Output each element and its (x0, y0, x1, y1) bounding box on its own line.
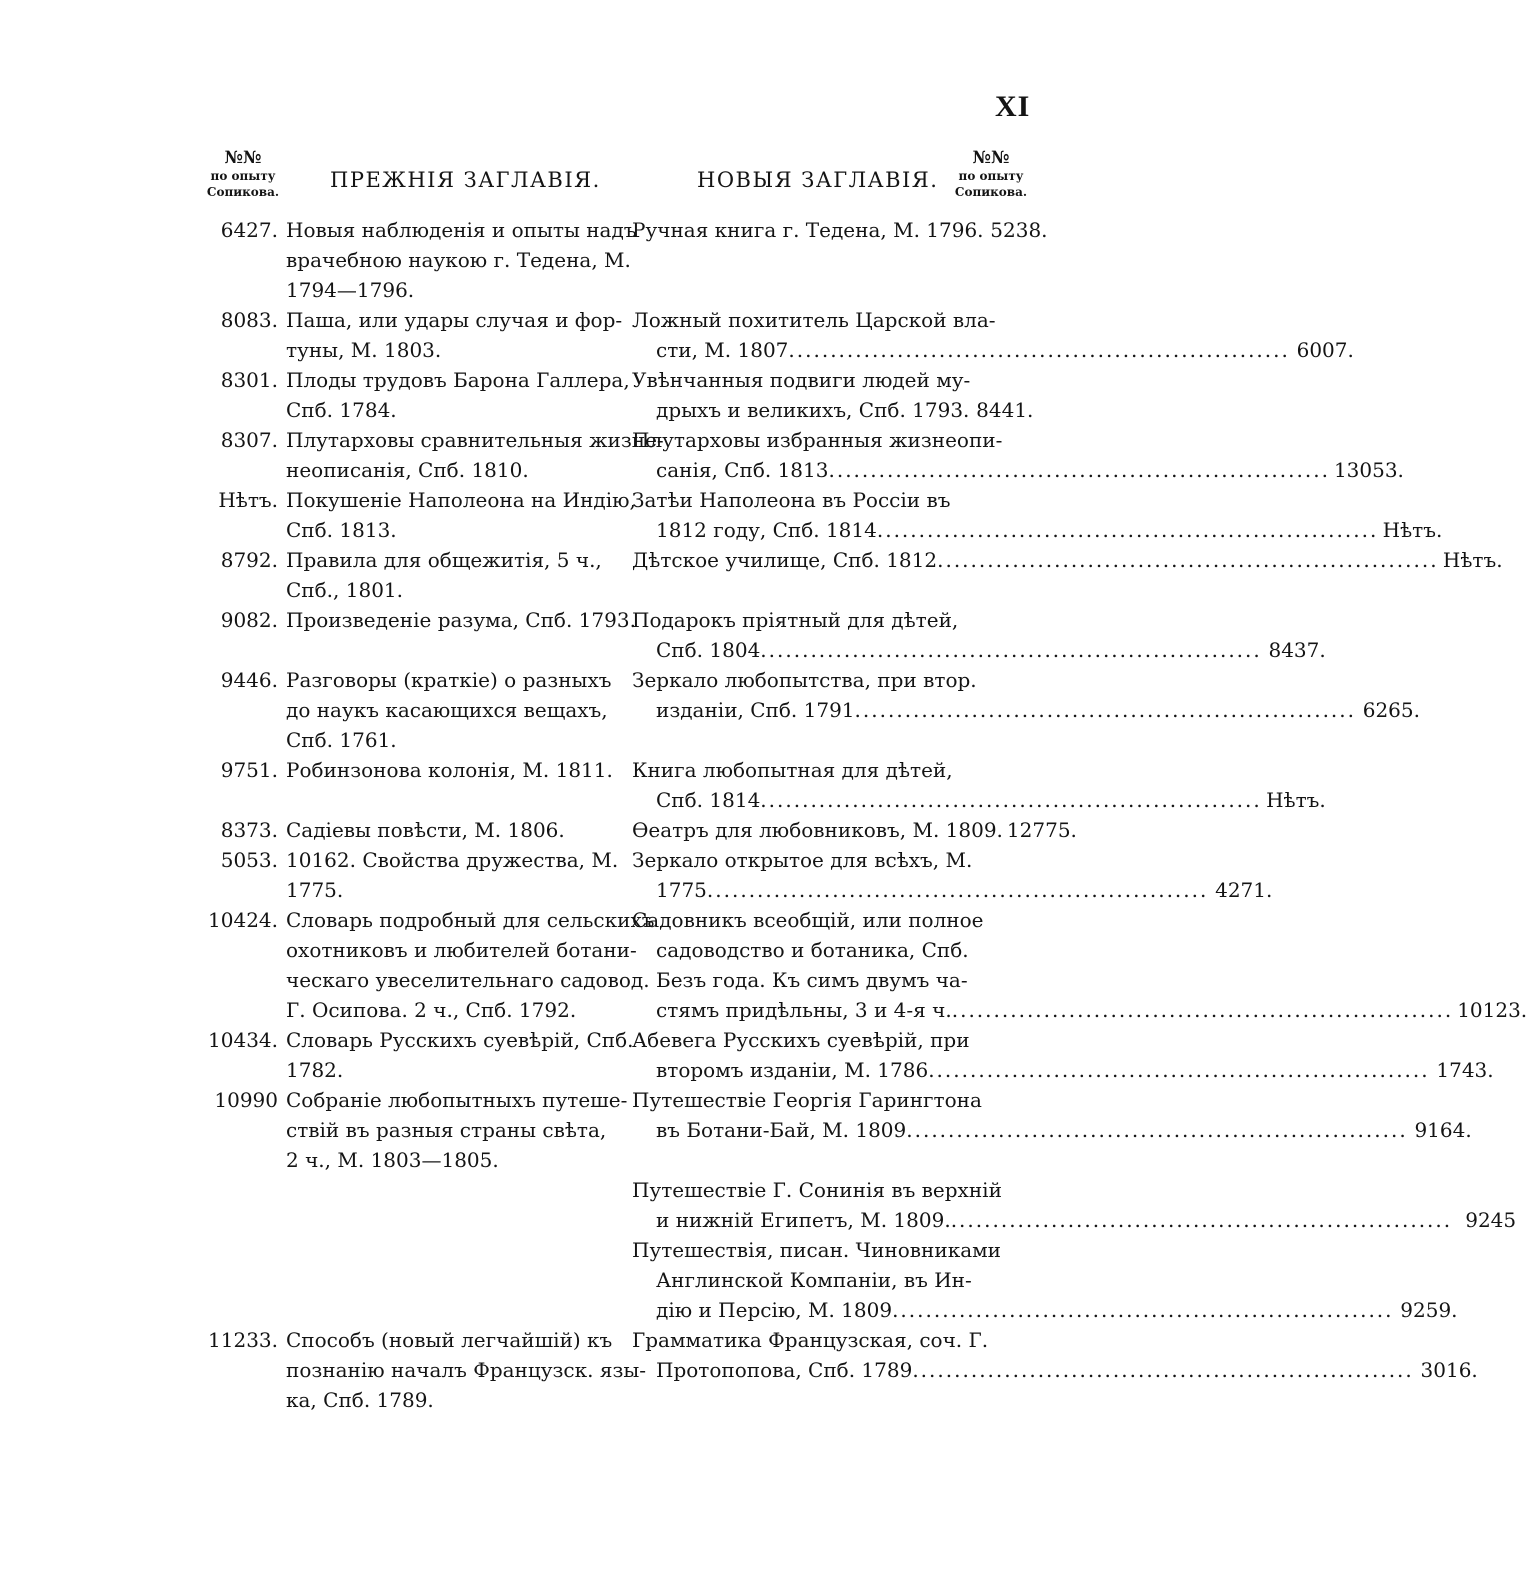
leader-dots: ............................................................ (937, 548, 1439, 572)
new-entry-number: 5238. (990, 218, 1048, 242)
new-entry-last-line (632, 455, 1404, 485)
new-entry-last-line (632, 875, 1273, 905)
old-entry-number: 10434. (208, 1028, 278, 1052)
title-line: Ѳеатръ для любовниковъ, М. 1809. (632, 818, 1003, 842)
title-line: Англинской Компаніи, въ Ин- (656, 1268, 972, 1292)
old-entry (190, 1085, 628, 1175)
old-entry-text (286, 815, 610, 845)
old-entry (190, 1325, 647, 1415)
old-entry-number: 9751. (220, 758, 278, 782)
title-line: Паша, или удары случая и фор- (286, 308, 623, 332)
old-entry-text (286, 1325, 647, 1415)
title-line: Спб. 1813. (286, 518, 397, 542)
title-line: Словарь Русскихъ суевѣрій, Спб. (286, 1028, 634, 1052)
title-line: ка, Спб. 1789. (286, 1388, 434, 1412)
new-entry (632, 845, 1273, 905)
new-entry-number: 6265. (1362, 698, 1420, 722)
new-entry-number: 9259. (1400, 1298, 1458, 1322)
title-line: Спб., 1801. (286, 578, 404, 602)
new-entry-last-line (632, 335, 1354, 365)
title-line: Зеркало любопытства, при втор. (632, 668, 977, 692)
title-line: садоводство и ботаника, Спб. (656, 938, 969, 962)
left-number-header (200, 148, 286, 200)
new-entry-text (632, 305, 1354, 365)
title-line: санія, Спб. 1813 (656, 458, 829, 482)
new-entry (632, 1325, 1478, 1385)
title-line: Путешествіе Георгія Гарингтона (632, 1088, 982, 1112)
old-entry-text (286, 215, 637, 305)
title-line: Разговоры (краткіе) о разныхъ (286, 668, 612, 692)
old-entry-text (286, 305, 623, 365)
new-entry-text (632, 755, 1326, 815)
new-entry-number: 3016. (1420, 1358, 1478, 1382)
title-line: Г. Осипова. 2 ч., Спб. 1792. (286, 998, 577, 1022)
new-entry (632, 215, 1048, 245)
title-line: Путешествіе Г. Сонинія въ верхній (632, 1178, 1002, 1202)
old-entry (190, 425, 664, 485)
new-entry-number: 1743. (1436, 1058, 1494, 1082)
new-entry (632, 305, 1354, 365)
new-entry-last-line (632, 635, 1326, 665)
title-line: Спб. 1761. (286, 728, 397, 752)
old-entry (190, 815, 610, 845)
old-entry-text (286, 605, 636, 635)
old-entry (190, 755, 613, 785)
old-entry-text (286, 1085, 628, 1175)
old-entry-text (286, 1025, 634, 1085)
title-line: дію и Персію, М. 1809 (656, 1298, 893, 1322)
old-entry (190, 905, 655, 1025)
old-entry (190, 305, 623, 365)
old-entry (190, 545, 610, 605)
left-number-symbol: №№ (224, 148, 262, 168)
leader-dots: ............................................................ (951, 998, 1454, 1022)
title-line: Плутарховы сравнительныя жизне- (286, 428, 664, 452)
old-entry-number: 5053. (220, 848, 278, 872)
old-entry-text (286, 755, 613, 785)
new-entry-last-line (632, 995, 1527, 1025)
new-entry (632, 665, 1420, 725)
title-line: неописанія, Спб. 1810. (286, 458, 529, 482)
new-entry-last-line (632, 1115, 1472, 1145)
page-number: XI (995, 90, 1031, 123)
new-entry-number: 9245 (1465, 1208, 1517, 1232)
new-entry-text (632, 665, 1420, 725)
title-line: Спб. 1804 (656, 638, 761, 662)
leader-dots: ............................................................ (892, 1298, 1394, 1322)
new-entry (632, 425, 1404, 485)
new-entry-text (632, 215, 1048, 245)
new-entry-last-line (632, 1055, 1494, 1085)
right-number-header (948, 148, 1034, 200)
old-entry-number: 9446. (220, 668, 278, 692)
new-entry-number: 6007. (1296, 338, 1354, 362)
old-entry-number: 10424. (208, 908, 278, 932)
new-entry-number: 12775. (1006, 818, 1077, 842)
old-entry-number: 8373. (220, 818, 278, 842)
leader-dots: ............................................................ (788, 338, 1290, 362)
right-number-caption-2: Сопикова. (954, 185, 1028, 199)
new-entry-last-line (632, 1205, 1517, 1235)
new-entry-text (632, 815, 1077, 845)
new-entry (632, 365, 1042, 425)
old-entry (190, 215, 637, 305)
title-line: Способъ (новый легчайшій) къ (286, 1328, 613, 1352)
title-line: Садіевы повѣсти, М. 1806. (286, 818, 565, 842)
leader-dots: ............................................................ (828, 458, 1330, 482)
new-entry-number: 9164. (1414, 1118, 1472, 1142)
title-line: охотниковъ и любителей ботани- (286, 938, 637, 962)
title-line: Спб. 1814 (656, 788, 761, 812)
new-entry-text (632, 545, 1503, 575)
title-line: изданіи, Спб. 1791 (656, 698, 855, 722)
new-entry-last-line (632, 815, 1077, 845)
title-line: познанію началъ Французск. язы- (286, 1358, 647, 1382)
new-entry-number: 8441. (976, 398, 1034, 422)
left-number-caption-1: по опыту (210, 169, 276, 183)
old-entry-text (286, 545, 610, 605)
new-entry-number: 10123. (1457, 998, 1527, 1022)
new-entry (632, 545, 1503, 575)
old-entry-number: 9082. (220, 608, 278, 632)
new-entry-last-line (632, 695, 1420, 725)
old-entry-number: 6427. (220, 218, 278, 242)
old-entry-text (286, 485, 636, 545)
title-line: Плутарховы избранныя жизнеопи- (632, 428, 1003, 452)
title-line: Грамматика Французская, соч. Г. (632, 1328, 989, 1352)
old-entry-text (286, 905, 655, 1025)
new-entry-number: 13053. (1333, 458, 1404, 482)
new-entry-last-line (632, 395, 1032, 425)
leader-dots: ............................................................ (760, 788, 1262, 812)
title-line: Словарь подробный для сельскихъ (286, 908, 655, 932)
new-entry-text (632, 1325, 1478, 1385)
title-line: въ Ботани-Бай, М. 1809 (656, 1118, 907, 1142)
new-entry (632, 905, 1527, 1025)
new-entry-number: Нѣтъ. (1442, 548, 1503, 572)
old-entry-number: 8083. (220, 308, 278, 332)
new-entry-last-line (632, 1295, 1458, 1325)
title-line: Ложный похититель Царской вла- (632, 308, 996, 332)
new-entry-last-line (632, 785, 1326, 815)
title-line: Робинзонова колонія, М. 1811. (286, 758, 613, 782)
leader-dots: ............................................................ (950, 1208, 1453, 1232)
title-line: сти, М. 1807 (656, 338, 789, 362)
new-entry-text (632, 425, 1404, 485)
new-entry-number: Нѣтъ. (1266, 788, 1326, 812)
new-entry (632, 1085, 1472, 1145)
old-entry-number: Нѣтъ. (218, 488, 278, 512)
title-line: 1782. (286, 1058, 344, 1082)
new-entry-last-line (632, 215, 1048, 245)
new-entry (632, 815, 1077, 845)
new-entry (632, 1025, 1494, 1085)
old-entry (190, 665, 610, 755)
title-line: Плоды трудовъ Барона Галлера, (286, 368, 630, 392)
old-entry-text (286, 425, 664, 485)
new-entry (632, 1235, 1458, 1325)
title-line: Путешествія, писан. Чиновниками (632, 1238, 1002, 1262)
leader-dots: ............................................................ (854, 698, 1356, 722)
title-line: врачебною наукою г. Тедена, М. (286, 248, 631, 272)
old-entry (190, 845, 619, 905)
new-entry (632, 605, 1326, 665)
old-entry-number: 11233. (208, 1328, 278, 1352)
leader-dots: ............................................................ (906, 1118, 1408, 1142)
leader-dots: ............................................................ (760, 638, 1262, 662)
old-entry (190, 365, 630, 425)
title-line: Правила для общежитія, 5 ч., (286, 548, 602, 572)
new-entry (632, 1175, 1517, 1235)
new-entry-text (632, 1085, 1472, 1145)
new-entry-last-line (632, 515, 1443, 545)
title-line: Дѣтское училище, Спб. 1812 (632, 548, 938, 572)
old-entry-number: 8301. (220, 368, 278, 392)
title-line: Зеркало открытое для всѣхъ, М. (632, 848, 973, 872)
new-entry-text (632, 485, 1443, 545)
new-entry-last-line (632, 545, 1503, 575)
old-entry-number: 10990 (214, 1088, 278, 1112)
title-line: Покушеніе Наполеона на Индію, (286, 488, 636, 512)
title-line: 1812 году, Спб. 1814 (656, 518, 877, 542)
title-line: до наукъ касающихся вещахъ, (286, 698, 608, 722)
new-entry-text (632, 905, 1527, 1025)
new-entry-text (632, 1025, 1494, 1085)
title-line: Увѣнчанныя подвиги людей му- (632, 368, 971, 392)
old-entry-number: 8792. (220, 548, 278, 572)
old-entry-text (286, 845, 619, 905)
title-line: Новыя наблюденія и опыты надъ (286, 218, 637, 242)
new-entry-text (632, 1235, 1458, 1325)
new-entry-text (632, 1175, 1517, 1235)
right-number-symbol: №№ (972, 148, 1010, 168)
left-number-caption-2: Сопикова. (206, 185, 280, 199)
new-entry-last-line (632, 1355, 1478, 1385)
title-line: Садовникъ всеобщій, или полное (632, 908, 984, 932)
title-line: Спб. 1784. (286, 398, 397, 422)
title-line: ствій въ разныя страны свѣта, (286, 1118, 607, 1142)
title-line: Абевега Русскихъ суевѣрій, при (632, 1028, 970, 1052)
leader-dots: ............................................................ (912, 1358, 1414, 1382)
leader-dots: ............................................................ (876, 518, 1379, 542)
title-line: Книга любопытная для дѣтей, (632, 758, 953, 782)
old-entry (190, 1025, 634, 1085)
title-line: Ручная книга г. Тедена, М. 1796. (632, 218, 984, 242)
new-entry-text (632, 845, 1273, 905)
title-line: Протопопова, Спб. 1789 (656, 1358, 913, 1382)
title-line: дрыхъ и великихъ, Спб. 1793. (656, 398, 970, 422)
old-entry-text (286, 365, 630, 425)
new-entry (632, 755, 1326, 815)
old-entry (190, 605, 636, 635)
new-titles-heading: НОВЫЯ ЗАГЛАВІЯ. (697, 168, 939, 192)
leader-dots: ............................................................ (706, 878, 1209, 902)
title-line: Собраніе любопытныхъ путеше- (286, 1088, 628, 1112)
leader-dots: ............................................................ (928, 1058, 1430, 1082)
title-line: 1775 (656, 878, 707, 902)
right-number-caption-1: по опыту (958, 169, 1024, 183)
title-line: второмъ изданіи, М. 1786 (656, 1058, 929, 1082)
new-entry-number: Нѣтъ. (1382, 518, 1443, 542)
title-line: 1775. (286, 878, 344, 902)
title-line: Произведеніе разума, Спб. 1793. (286, 608, 636, 632)
new-entry (632, 485, 1443, 545)
new-entry-text (632, 365, 1032, 425)
title-line: стямъ придѣльны, 3 и 4-я ч. (656, 998, 952, 1022)
title-line: Подарокъ пріятный для дѣтей, (632, 608, 959, 632)
old-entry-text (286, 665, 610, 755)
title-line: и нижній Египетъ, М. 1809. (656, 1208, 951, 1232)
title-line: Безъ года. Къ симъ двумъ ча- (656, 968, 968, 992)
title-line: 1794—1796. (286, 278, 415, 302)
title-line: ческаго увеселительнаго садовод. (286, 968, 650, 992)
title-line: туны, М. 1803. (286, 338, 442, 362)
new-entry-number: 4271. (1215, 878, 1273, 902)
title-line: Затѣи Наполеона въ Россіи въ (632, 488, 951, 512)
title-line: 10162. Свойства дружества, М. (286, 848, 619, 872)
new-entry-text (632, 605, 1326, 665)
title-line: 2 ч., М. 1803—1805. (286, 1148, 499, 1172)
new-entry-number: 8437. (1268, 638, 1326, 662)
old-entry (190, 485, 636, 545)
old-entry-number: 8307. (220, 428, 278, 452)
old-titles-heading: ПРЕЖНІЯ ЗАГЛАВІЯ. (330, 168, 601, 192)
